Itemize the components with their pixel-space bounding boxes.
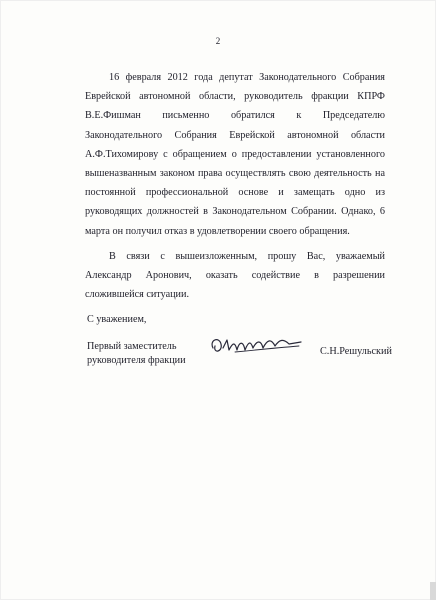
scan-edge-mark [430, 582, 436, 600]
closing-greeting: С уважением, [87, 314, 147, 325]
body-paragraph: В связи с вышеизложенным, прошу Вас, уважаемый Александр Аронович, оказать содействие в разрешении сложившейся ситуации. [85, 250, 385, 301]
signatory-title [87, 340, 186, 368]
page-number: 2 [215, 36, 221, 46]
body-paragraph: 16 февраля 2012 года депутат Законодательного Собрания Еврейской автономной области, руководитель фракции КПРФ В.Е.Фишман письменно обратился к Председателю Законодательного Собрания Еврейской автономной области А.Ф.Тихомирову с обращением о предоставлении установленного вышеназванным законом права осуществлять свою деятельность на постоянной профессиональной основе и замещать одно из руководящих должностей в Законодательном Собрании. Однако, 6 марта он получил отказ в удовлетворении своего обращения. [85, 72, 385, 237]
signatory-title-line: Первый заместитель [87, 341, 177, 352]
handwritten-signature [205, 326, 305, 366]
signatory-name: С.Н.Решульский [320, 346, 392, 357]
letter-body [85, 68, 385, 310]
signatory-title-line: руководителя фракции [87, 355, 186, 366]
